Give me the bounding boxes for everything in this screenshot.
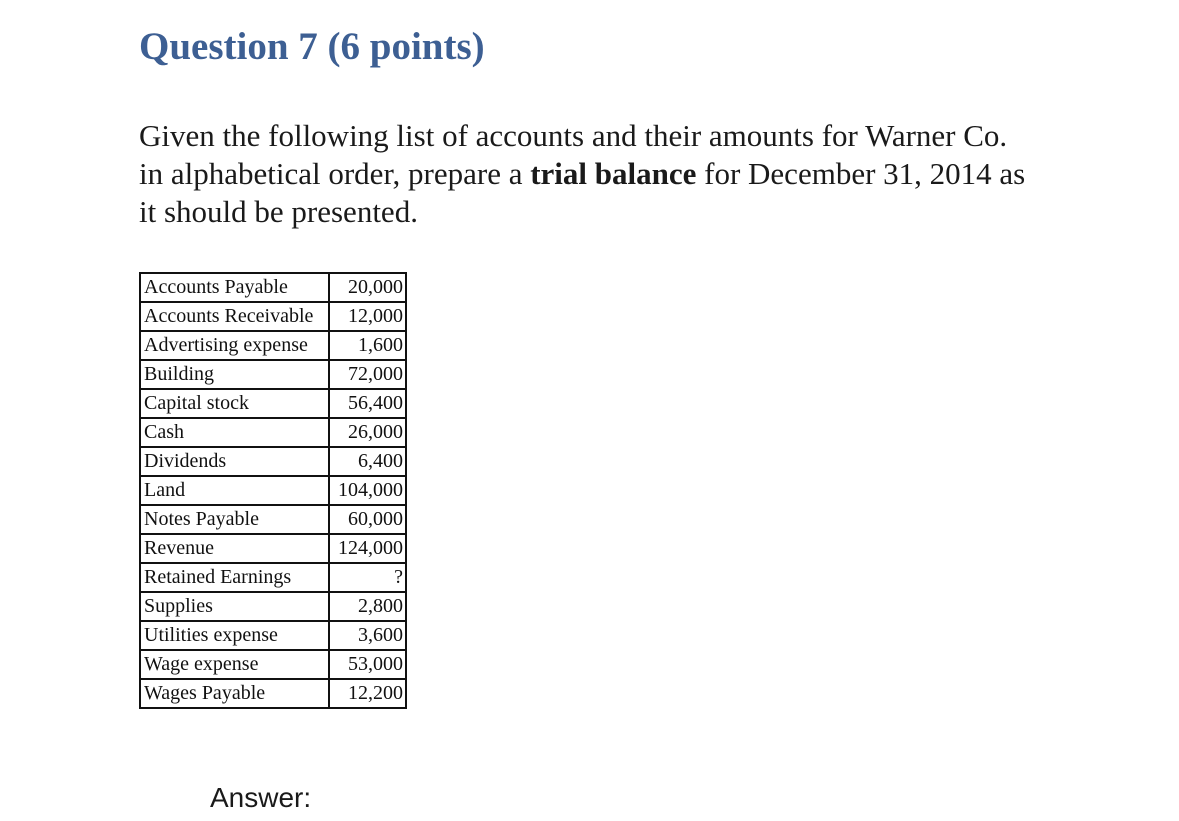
table-row xyxy=(140,679,406,708)
table-row xyxy=(140,563,406,592)
answer-label: Answer: xyxy=(210,782,312,813)
account-amount: 2,800 xyxy=(329,592,406,621)
account-name: Utilities expense xyxy=(140,621,329,650)
account-name: Accounts Receivable xyxy=(140,302,329,331)
table-row xyxy=(140,273,406,302)
table-row xyxy=(140,360,406,389)
account-name: Land xyxy=(140,476,329,505)
accounts-table xyxy=(139,272,407,709)
account-amount: 20,000 xyxy=(329,273,406,302)
table-row xyxy=(140,447,406,476)
account-name: Notes Payable xyxy=(140,505,329,534)
question-title: Question 7 (6 points) xyxy=(139,25,485,68)
table-row xyxy=(140,650,406,679)
account-name: Wage expense xyxy=(140,650,329,679)
table-row xyxy=(140,418,406,447)
question-prompt xyxy=(139,117,1039,231)
table-row xyxy=(140,476,406,505)
table-row xyxy=(140,302,406,331)
table-row xyxy=(140,534,406,563)
prompt-text-start: Given the following list of accounts and their amounts for Warner Co. in alphabetical order, prepare a xyxy=(139,118,1008,191)
table-row xyxy=(140,621,406,650)
account-name: Cash xyxy=(140,418,329,447)
account-amount: 12,000 xyxy=(329,302,406,331)
account-amount: 26,000 xyxy=(329,418,406,447)
account-amount: 124,000 xyxy=(329,534,406,563)
account-amount: 104,000 xyxy=(329,476,406,505)
account-amount: 56,400 xyxy=(329,389,406,418)
account-amount: 1,600 xyxy=(329,331,406,360)
account-amount: ? xyxy=(329,563,406,592)
prompt-text-end: for December 31, 2014 as it should be presented. xyxy=(139,156,1026,229)
account-name: Building xyxy=(140,360,329,389)
account-name: Accounts Payable xyxy=(140,273,329,302)
account-amount: 3,600 xyxy=(329,621,406,650)
account-name: Revenue xyxy=(140,534,329,563)
account-amount: 60,000 xyxy=(329,505,406,534)
account-name: Retained Earnings xyxy=(140,563,329,592)
table-row xyxy=(140,389,406,418)
prompt-bold-term: trial balance xyxy=(530,156,697,191)
account-name: Capital stock xyxy=(140,389,329,418)
account-amount: 6,400 xyxy=(329,447,406,476)
table-row xyxy=(140,592,406,621)
account-name: Supplies xyxy=(140,592,329,621)
account-amount: 53,000 xyxy=(329,650,406,679)
account-name: Advertising expense xyxy=(140,331,329,360)
table-row xyxy=(140,331,406,360)
account-amount: 72,000 xyxy=(329,360,406,389)
account-name: Wages Payable xyxy=(140,679,329,708)
table-row xyxy=(140,505,406,534)
account-amount: 12,200 xyxy=(329,679,406,708)
account-name: Dividends xyxy=(140,447,329,476)
